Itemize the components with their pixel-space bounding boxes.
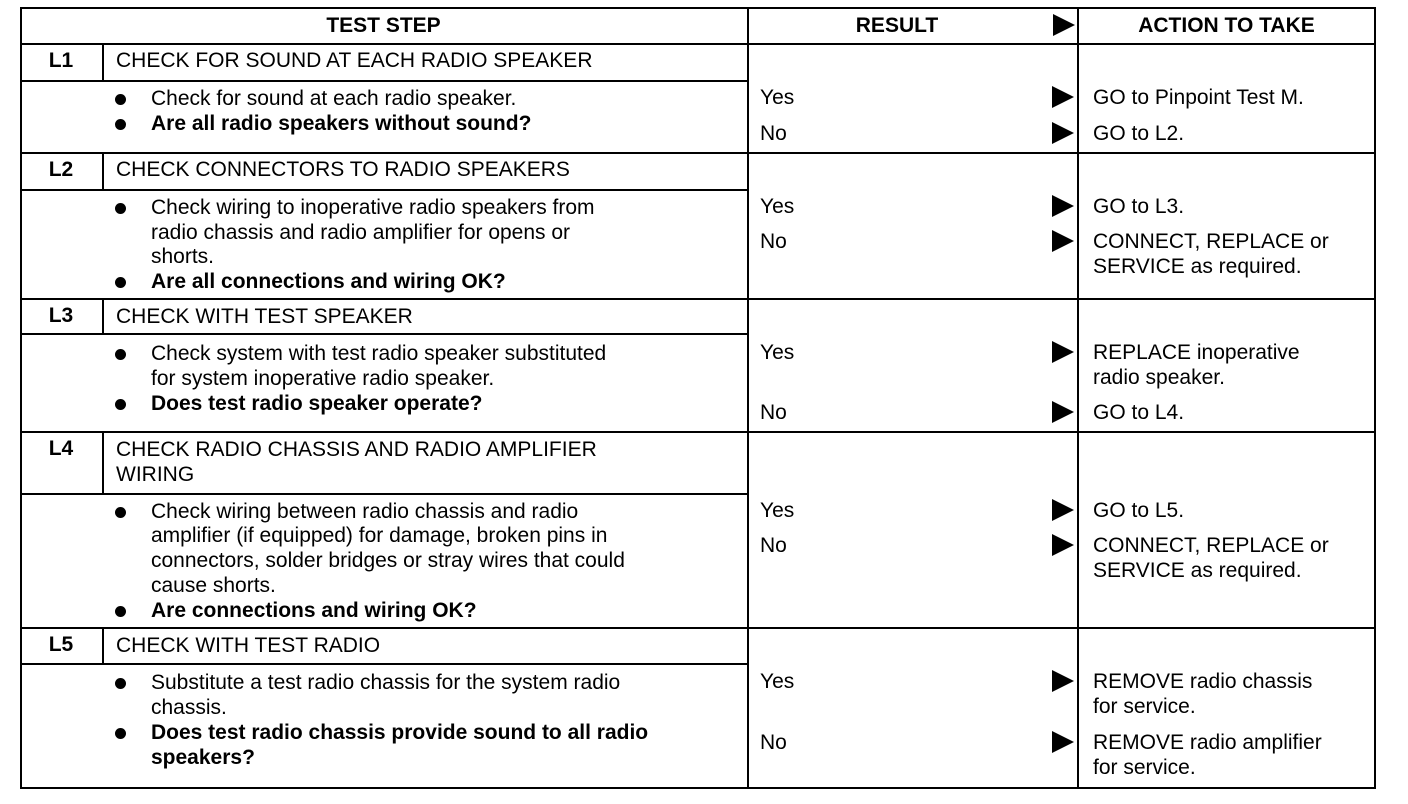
action-text: GO to L4. xyxy=(1093,401,1185,424)
table-right-border xyxy=(1374,7,1376,789)
step-instruction: Substitute a test radio chassis for the system radio xyxy=(151,671,621,694)
step-separator xyxy=(20,627,1376,629)
step-instruction: Check wiring to inoperative radio speakers from xyxy=(151,196,595,219)
step-code: L5 xyxy=(48,633,74,656)
step-title-divider xyxy=(20,189,747,191)
step-separator xyxy=(20,43,1376,45)
step-title: CHECK FOR SOUND AT EACH RADIO SPEAKER xyxy=(116,49,593,72)
action-text: for service. xyxy=(1093,695,1196,718)
arrow-right-icon xyxy=(1052,731,1074,753)
step-code-divider xyxy=(102,152,104,189)
result-label: No xyxy=(760,731,787,754)
step-instruction: radio chassis and radio amplifier for opens or xyxy=(151,221,571,244)
step-instruction: chassis. xyxy=(151,696,227,719)
step-instruction: speakers? xyxy=(151,746,255,769)
arrow-right-icon xyxy=(1052,341,1074,363)
step-instruction: cause shorts. xyxy=(151,574,276,597)
arrow-right-icon xyxy=(1052,230,1074,252)
result-label: No xyxy=(760,534,787,557)
action-text: REPLACE inoperative xyxy=(1093,341,1300,364)
step-instruction: Are all radio speakers without sound? xyxy=(151,112,532,135)
arrow-right-icon xyxy=(1052,534,1074,556)
step-title-divider xyxy=(20,663,747,665)
header-test-step: TEST STEP xyxy=(326,14,441,37)
bullet-icon xyxy=(115,678,126,689)
step-code: L1 xyxy=(48,49,74,72)
step-code-divider xyxy=(102,298,104,333)
result-label: Yes xyxy=(760,86,795,109)
action-text: CONNECT, REPLACE or xyxy=(1093,230,1329,253)
table-left-border xyxy=(20,7,22,789)
step-title: CHECK WITH TEST SPEAKER xyxy=(116,305,413,328)
result-label: No xyxy=(760,122,787,145)
step-title: CHECK WITH TEST RADIO xyxy=(116,634,381,657)
action-text: CONNECT, REPLACE or xyxy=(1093,534,1329,557)
arrow-right-icon xyxy=(1052,86,1074,108)
action-text: SERVICE as required. xyxy=(1093,559,1302,582)
bullet-icon xyxy=(115,606,126,617)
step-code: L4 xyxy=(48,437,74,460)
bullet-icon xyxy=(115,277,126,288)
step-title: CHECK CONNECTORS TO RADIO SPEAKERS xyxy=(116,158,570,181)
step-instruction: connectors, solder bridges or stray wires that could xyxy=(151,549,625,572)
step-instruction: shorts. xyxy=(151,245,215,268)
step-separator xyxy=(20,298,1376,300)
step-separator xyxy=(20,152,1376,154)
step-code: L3 xyxy=(48,304,74,327)
step-instruction: Check wiring between radio chassis and radio xyxy=(151,500,579,523)
step-title: CHECK RADIO CHASSIS AND RADIO AMPLIFIER xyxy=(116,438,597,461)
action-text: REMOVE radio amplifier xyxy=(1093,731,1322,754)
step-separator xyxy=(20,431,1376,433)
step-instruction: Are all connections and wiring OK? xyxy=(151,270,506,293)
step-code-divider xyxy=(102,627,104,663)
step-title-divider xyxy=(20,493,747,495)
bullet-icon xyxy=(115,119,126,130)
step-code: L2 xyxy=(48,158,74,181)
step-code-divider xyxy=(102,43,104,80)
bullet-icon xyxy=(115,507,126,518)
arrow-right-icon xyxy=(1052,195,1074,217)
result-label: Yes xyxy=(760,195,795,218)
step-instruction: Does test radio speaker operate? xyxy=(151,392,483,415)
header-action: ACTION TO TAKE xyxy=(1138,14,1315,37)
bullet-icon xyxy=(115,728,126,739)
step-instruction: Does test radio chassis provide sound to all radio xyxy=(151,721,649,744)
step-instruction: for system inoperative radio speaker. xyxy=(151,367,495,390)
step-instruction: Are connections and wiring OK? xyxy=(151,599,477,622)
bullet-icon xyxy=(115,399,126,410)
result-label: Yes xyxy=(760,499,795,522)
header-arrow-icon xyxy=(1053,14,1075,36)
diagnostic-test-table xyxy=(20,7,1376,789)
header-result: RESULT xyxy=(855,14,939,37)
arrow-right-icon xyxy=(1052,122,1074,144)
table-top-border xyxy=(20,7,1376,9)
action-text: radio speaker. xyxy=(1093,366,1225,389)
arrow-right-icon xyxy=(1052,401,1074,423)
action-text: SERVICE as required. xyxy=(1093,255,1302,278)
bullet-icon xyxy=(115,203,126,214)
action-text: for service. xyxy=(1093,756,1196,779)
arrow-right-icon xyxy=(1052,670,1074,692)
action-text: GO to L3. xyxy=(1093,195,1185,218)
action-column-divider xyxy=(1077,7,1079,789)
action-text: REMOVE radio chassis xyxy=(1093,670,1313,693)
table-bottom-border xyxy=(20,787,1376,789)
action-text: GO to L5. xyxy=(1093,499,1185,522)
result-label: Yes xyxy=(760,341,795,364)
step-title-divider xyxy=(20,80,747,82)
step-instruction: amplifier (if equipped) for damage, broken pins in xyxy=(151,524,608,547)
bullet-icon xyxy=(115,94,126,105)
result-label: Yes xyxy=(760,670,795,693)
result-label: No xyxy=(760,401,787,424)
step-title-divider xyxy=(20,333,747,335)
step-title: WIRING xyxy=(116,463,195,486)
action-text: GO to Pinpoint Test M. xyxy=(1093,86,1304,109)
action-text: GO to L2. xyxy=(1093,122,1185,145)
step-code-divider xyxy=(102,431,104,493)
bullet-icon xyxy=(115,349,126,360)
step-instruction: Check for sound at each radio speaker. xyxy=(151,87,517,110)
arrow-right-icon xyxy=(1052,499,1074,521)
step-instruction: Check system with test radio speaker substituted xyxy=(151,342,607,365)
result-column-divider xyxy=(747,7,749,789)
result-label: No xyxy=(760,230,787,253)
